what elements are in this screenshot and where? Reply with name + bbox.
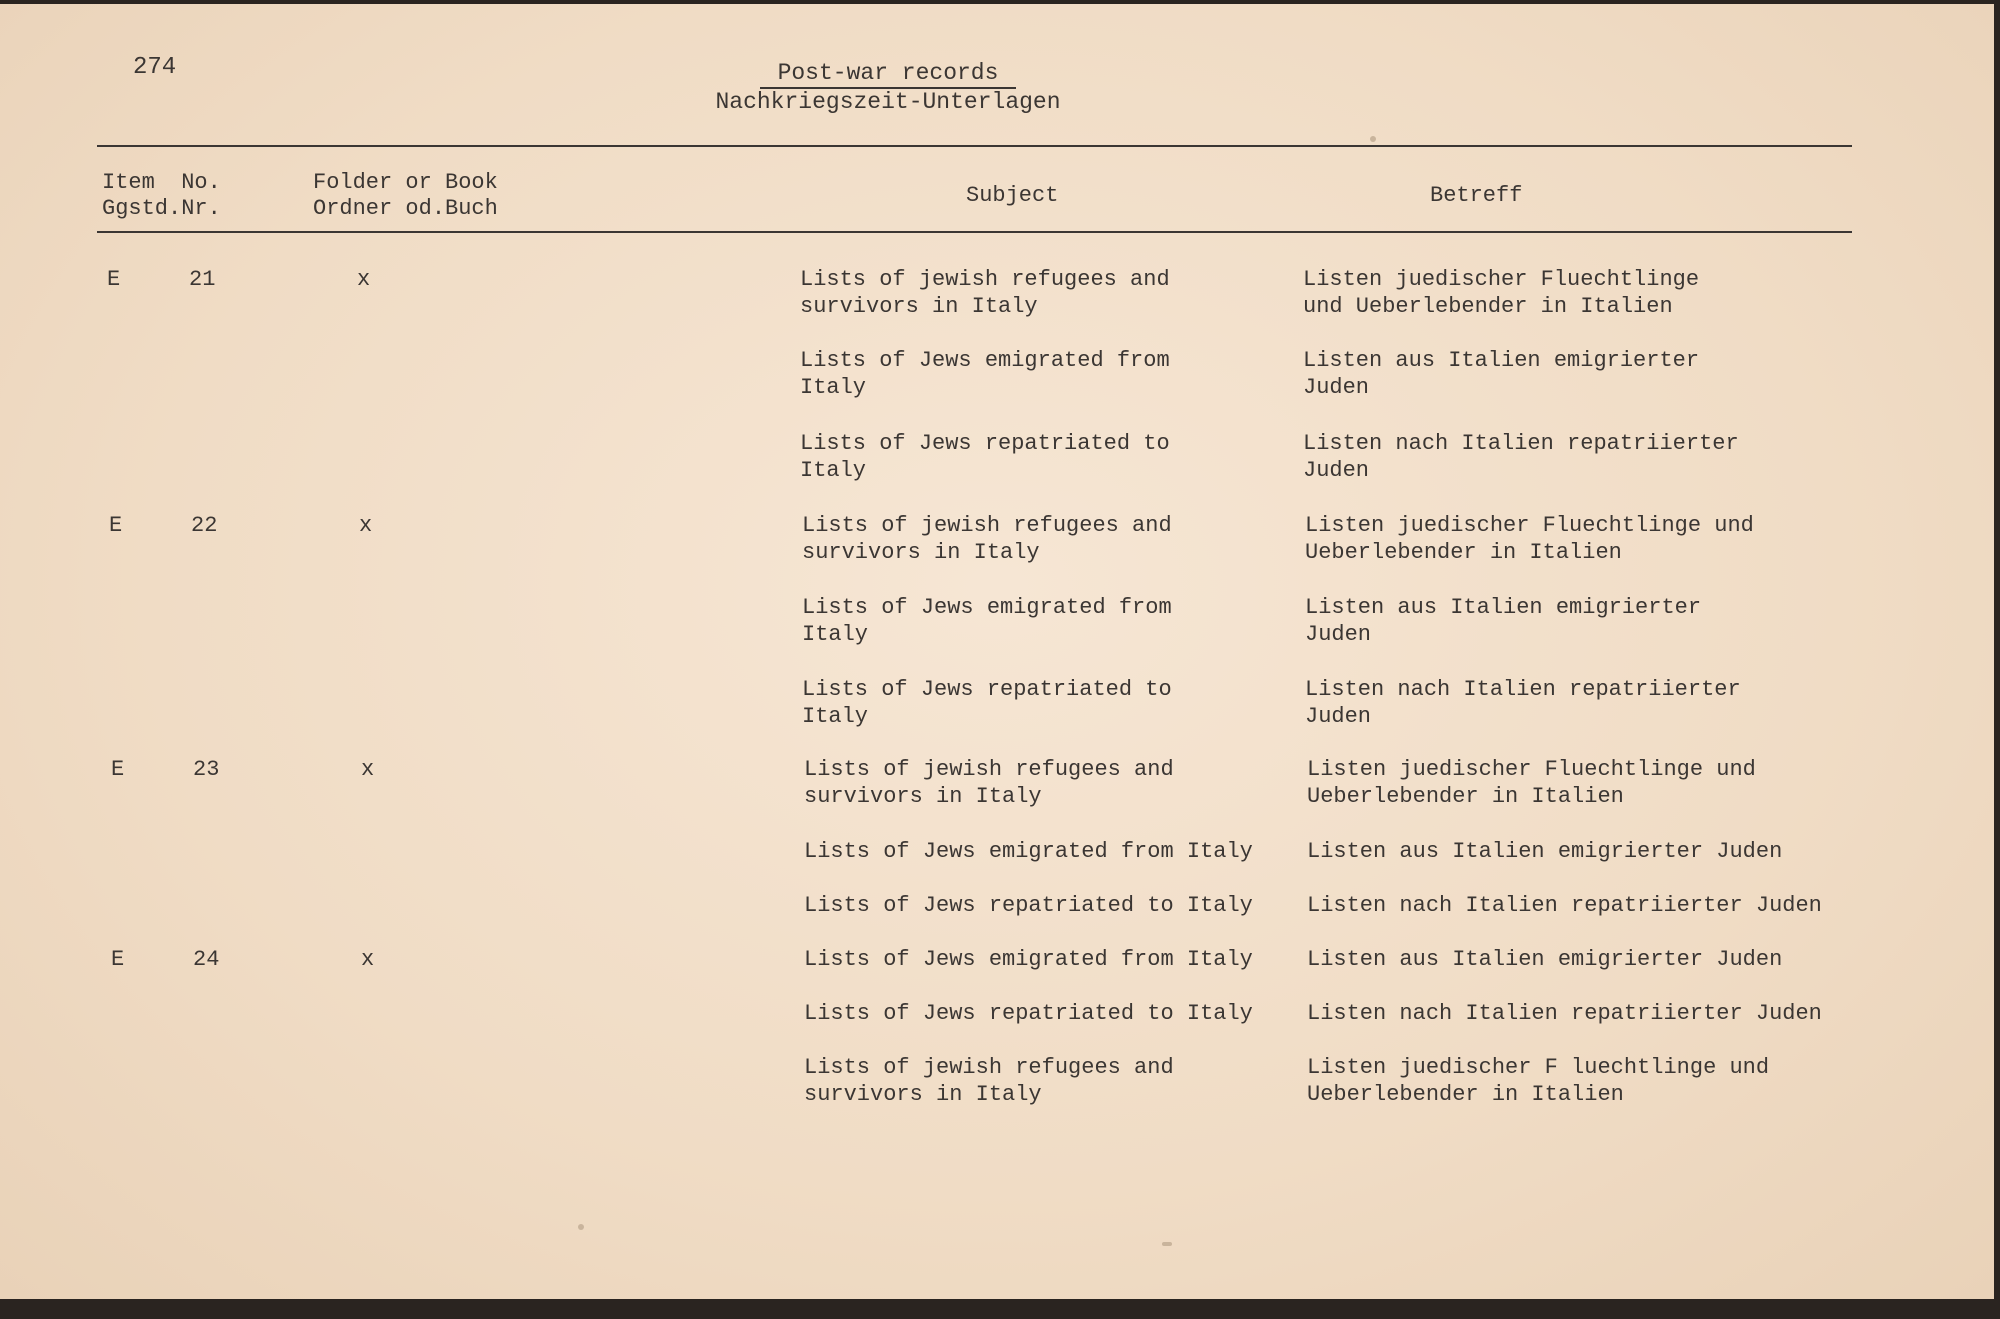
betreff-line: Ueberlebender in Italien <box>1307 1082 1624 1107</box>
subject-line: Italy <box>800 458 867 483</box>
folder-mark: x <box>361 947 375 972</box>
header-no-de: Nr. <box>181 196 221 221</box>
item-code: E <box>107 267 121 292</box>
betreff-line: Juden <box>1305 704 1372 729</box>
header-folder <box>313 170 498 222</box>
subject-line: Lists of Jews emigrated from <box>802 595 1172 620</box>
page-title <box>713 60 1063 115</box>
subject-line: Lists of jewish refugees and <box>804 757 1174 782</box>
subject-line: Lists of jewish refugees and <box>800 267 1170 292</box>
subject-line: Lists of Jews repatriated to <box>802 677 1172 702</box>
title-german: Nachkriegszeit-Unterlagen <box>715 89 1061 115</box>
header-bottom-rule <box>97 231 1852 233</box>
title-english: Post-war records <box>760 60 1017 89</box>
item-code: E <box>111 947 125 972</box>
header-item-de: Ggstd. <box>102 196 182 221</box>
betreff-line: Listen juedischer Fluechtlinge und <box>1305 513 1754 538</box>
subject-line: Lists of Jews emigrated from Italy <box>804 947 1253 972</box>
betreff-line: Juden <box>1303 458 1370 483</box>
subject-line: Lists of Jews emigrated from Italy <box>804 839 1253 864</box>
item-number: 24 <box>193 947 220 972</box>
betreff-line: Listen juedischer Fluechtlinge <box>1303 267 1700 292</box>
betreff-line: Listen aus Italien emigrierter Juden <box>1307 947 1783 972</box>
betreff-line: Listen juedischer F luechtlinge und <box>1307 1055 1770 1080</box>
betreff-line: Juden <box>1303 375 1370 400</box>
header-betreff: Betreff <box>1430 183 1523 208</box>
subject-line: survivors in Italy <box>802 540 1040 565</box>
betreff-line: Listen nach Italien repatriierter <box>1305 677 1741 702</box>
betreff-line: und Ueberlebender in Italien <box>1303 294 1673 319</box>
betreff-line: Listen nach Italien repatriierter Juden <box>1307 1001 1822 1026</box>
betreff-line: Ueberlebender in Italien <box>1307 784 1624 809</box>
subject-line: survivors in Italy <box>804 784 1042 809</box>
betreff-line: Listen nach Italien repatriierter Juden <box>1307 893 1822 918</box>
subject-line: Lists of jewish refugees and <box>802 513 1172 538</box>
subject-line: Italy <box>802 704 869 729</box>
item-number: 23 <box>193 757 220 782</box>
item-number: 22 <box>191 513 218 538</box>
item-code: E <box>111 757 125 782</box>
header-item-en: Item <box>102 170 155 195</box>
betreff-line: Listen nach Italien repatriierter <box>1303 431 1739 456</box>
item-number: 21 <box>189 267 216 292</box>
subject-line: Italy <box>800 375 867 400</box>
folder-mark: x <box>361 757 375 782</box>
header-folder-en: Folder or Book <box>313 170 498 195</box>
subject-line: Lists of Jews repatriated to <box>800 431 1170 456</box>
document-page <box>0 4 1994 1299</box>
betreff-line: Ueberlebender in Italien <box>1305 540 1622 565</box>
betreff-line: Listen aus Italien emigrierter Juden <box>1307 839 1783 864</box>
subject-line: Lists of jewish refugees and <box>804 1055 1174 1080</box>
betreff-line: Listen aus Italien emigrierter <box>1303 348 1700 373</box>
header-folder-de: Ordner od.Buch <box>313 196 498 221</box>
item-code: E <box>109 513 123 538</box>
subject-line: Lists of Jews emigrated from <box>800 348 1170 373</box>
subject-line: Italy <box>802 622 869 647</box>
betreff-line: Listen juedischer Fluechtlinge und <box>1307 757 1756 782</box>
subject-line: Lists of Jews repatriated to Italy <box>804 893 1253 918</box>
subject-line: Lists of Jews repatriated to Italy <box>804 1001 1253 1026</box>
header-no-en: No. <box>181 170 221 195</box>
betreff-line: Listen aus Italien emigrierter <box>1305 595 1702 620</box>
header-subject: Subject <box>966 183 1059 208</box>
page-number: 274 <box>133 54 177 81</box>
subject-line: survivors in Italy <box>800 294 1038 319</box>
header-item <box>102 170 221 222</box>
header-top-rule <box>97 145 1852 147</box>
betreff-line: Juden <box>1305 622 1372 647</box>
folder-mark: x <box>359 513 373 538</box>
subject-line: survivors in Italy <box>804 1082 1042 1107</box>
folder-mark: x <box>357 267 371 292</box>
